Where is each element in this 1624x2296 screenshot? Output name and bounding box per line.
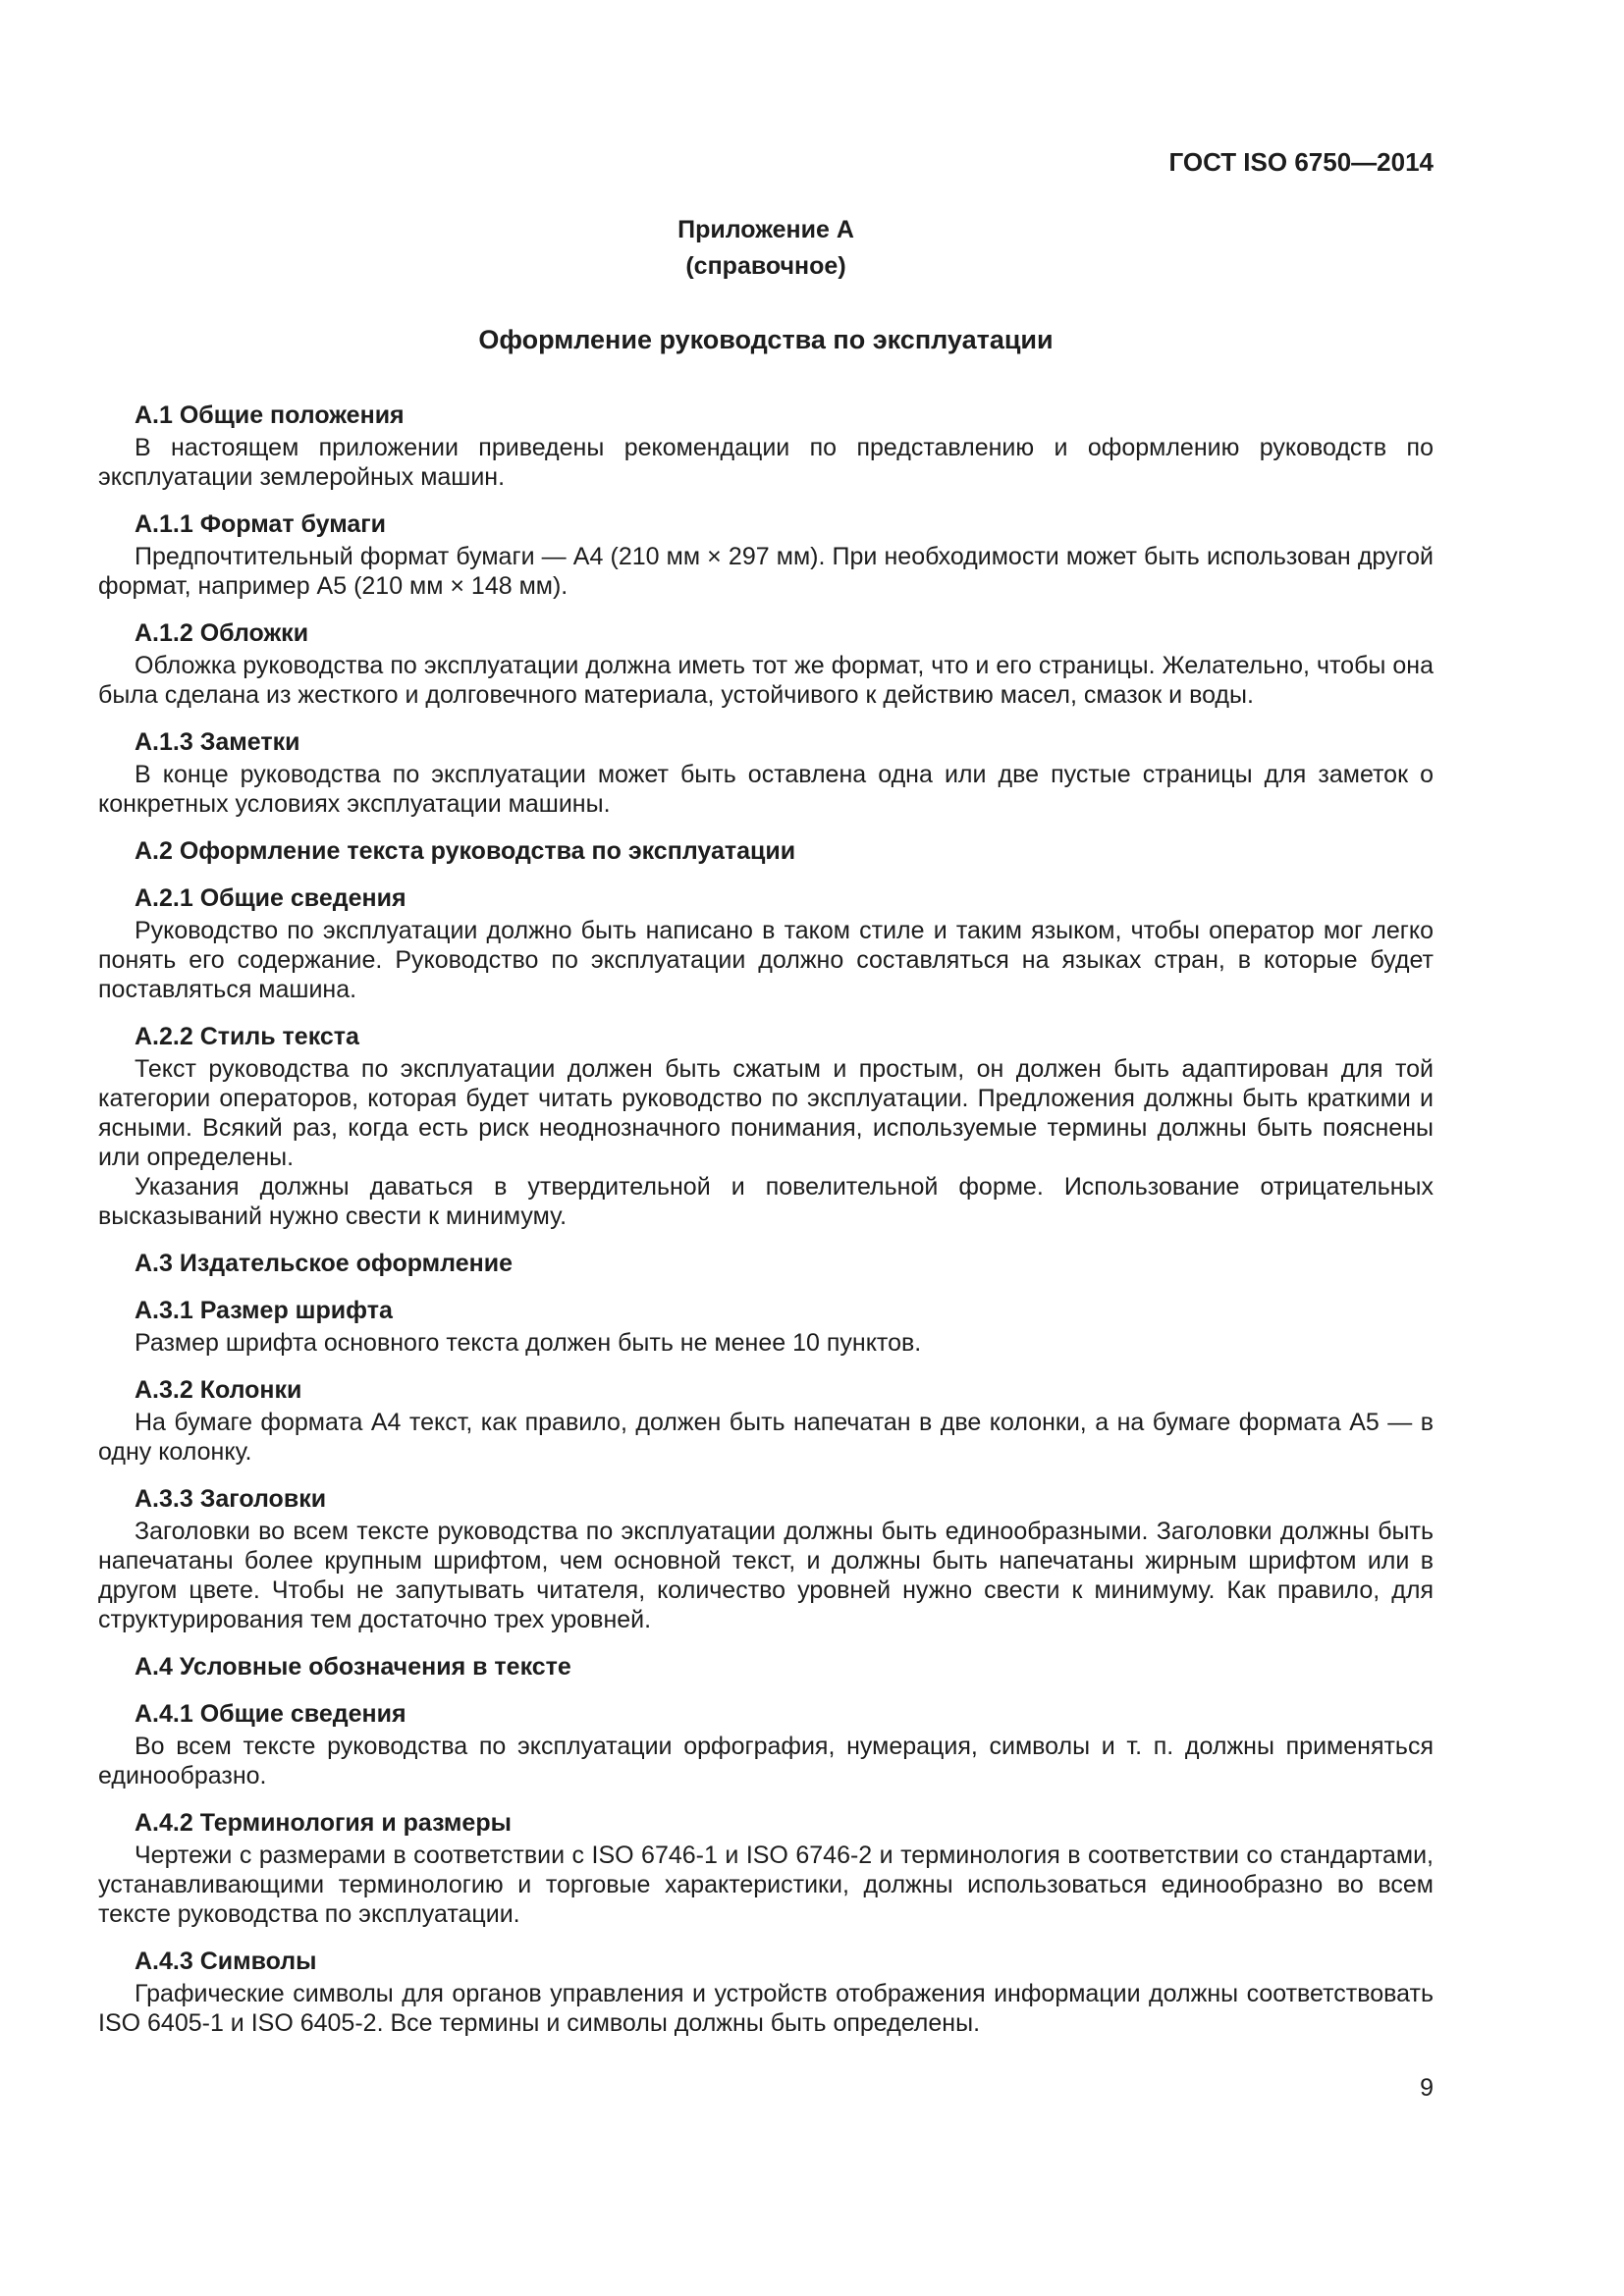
section-heading: А.3.3 Заголовки [135,1485,327,1513]
section-heading: А.1 Общие положения [135,401,405,429]
paragraph: Текст руководства по эксплуатации должен быть сжатым и простым, он должен быть адаптирован для той категории операторов, которая будет читать руководство по эксплуатации. Предложения должны быть краткими и ясными. Всякий раз, когда есть риск неоднозначного понимания, используемые термины должны быть пояснены или определены. [98,1055,1434,1171]
paragraph: Руководство по эксплуатации должно быть написано в таком стиле и таким языком, чтобы оператор мог легко понять его содержание. Руководство по эксплуатации должно составляться на языках стран, в которые будет поставляться машина. [98,917,1434,1003]
section-a1-1 [98,509,1434,601]
paragraph: Размер шрифта основного текста должен быть не менее 10 пунктов. [135,1329,922,1357]
section-heading: А.4.2 Терминология и размеры [135,1809,512,1837]
page-content [98,0,1434,2038]
section-heading: А.1.3 Заметки [135,728,300,756]
section-heading: А.3.1 Размер шрифта [135,1297,393,1324]
section-heading: А.3 Издательское оформление [135,1250,513,1277]
section-heading: А.4 Условные обозначения в тексте [135,1653,571,1681]
paragraph: Заголовки во всем тексте руководства по эксплуатации должны быть единообразными. Заголовки должны быть напечатаны более крупным шрифтом, чем основной текст, и должны быть напечатаны жирным шрифтом или в другом цвете. Чтобы не запутывать читателя, количество уровней нужно свести к минимуму. Как правило, для структурирования тем достаточно трех уровней. [98,1518,1434,1633]
paragraph: Чертежи с размерами в соответствии с ISO 6746-1 и ISO 6746-2 и терминология в соответствии со стандартами, устанавливающими терминологию и торговые характеристики, должны использоваться единообразно во всем тексте руководства по эксплуатации. [98,1842,1434,1928]
section-a2 [98,836,1434,866]
paragraph: Графические символы для органов управления и устройств отображения информации должны соответствовать ISO 6405-1 и ISO 6405-2. Все термины и символы должны быть определены. [98,1980,1434,2037]
section-a1-3 [98,727,1434,819]
paragraph: Обложка руководства по эксплуатации должна иметь тот же формат, что и его страницы. Желательно, чтобы она была сделана из жесткого и долговечного материала, устойчивого к действию масел, смазок и воды. [98,652,1434,709]
paragraph: Предпочтительный формат бумаги — А4 (210 мм × 297 мм). При необходимости может быть использован другой формат, например А5 (210 мм × 148 мм). [98,543,1434,600]
section-a4-2 [98,1808,1434,1929]
section-heading: А.2 Оформление текста руководства по эксплуатации [135,837,796,865]
section-a2-2 [98,1022,1434,1231]
page-number: 9 [1420,2074,1434,2102]
section-a1 [98,400,1434,492]
appendix-block [98,212,1434,285]
section-a3 [98,1249,1434,1278]
section-heading: А.2.1 Общие сведения [135,884,406,912]
section-heading: А.1.1 Формат бумаги [135,510,387,538]
section-a3-1 [98,1296,1434,1358]
paragraph: Во всем тексте руководства по эксплуатации орфография, нумерация, символы и т. п. должны применяться единообразно. [98,1733,1434,1789]
section-a4-1 [98,1699,1434,1790]
document-designation-header: ГОСТ ISO 6750—2014 [1168,147,1434,177]
section-heading: А.3.2 Колонки [135,1376,302,1404]
section-a4 [98,1652,1434,1682]
section-a1-2 [98,618,1434,710]
paragraph: В настоящем приложении приведены рекомендации по представлению и оформлению руководств по эксплуатации землеройных машин. [98,434,1434,491]
paragraph: На бумаге формата А4 текст, как правило, должен быть напечатан в две колонки, а на бумаге формата А5 — в одну колонку. [98,1409,1434,1466]
section-heading: А.1.2 Обложки [135,619,309,647]
section-heading: А.4.1 Общие сведения [135,1700,406,1728]
section-a3-2 [98,1375,1434,1467]
section-a2-1 [98,883,1434,1004]
paragraph: Указания должны даваться в утвердительной и повелительной форме. Использование отрицательных высказываний нужно свести к минимуму. [98,1173,1434,1230]
section-a3-3 [98,1484,1434,1634]
paragraph: В конце руководства по эксплуатации может быть оставлена одна или две пустые страницы для заметок о конкретных условиях эксплуатации машины. [98,761,1434,818]
appendix-label: Приложение А [677,216,854,243]
document-body [98,400,1434,2038]
section-heading: А.4.3 Символы [135,1948,317,1975]
appendix-note: (справочное) [685,252,846,280]
section-heading: А.2.2 Стиль текста [135,1023,359,1050]
section-a4-3 [98,1947,1434,2038]
page-title: Оформление руководства по эксплуатации [478,325,1054,354]
